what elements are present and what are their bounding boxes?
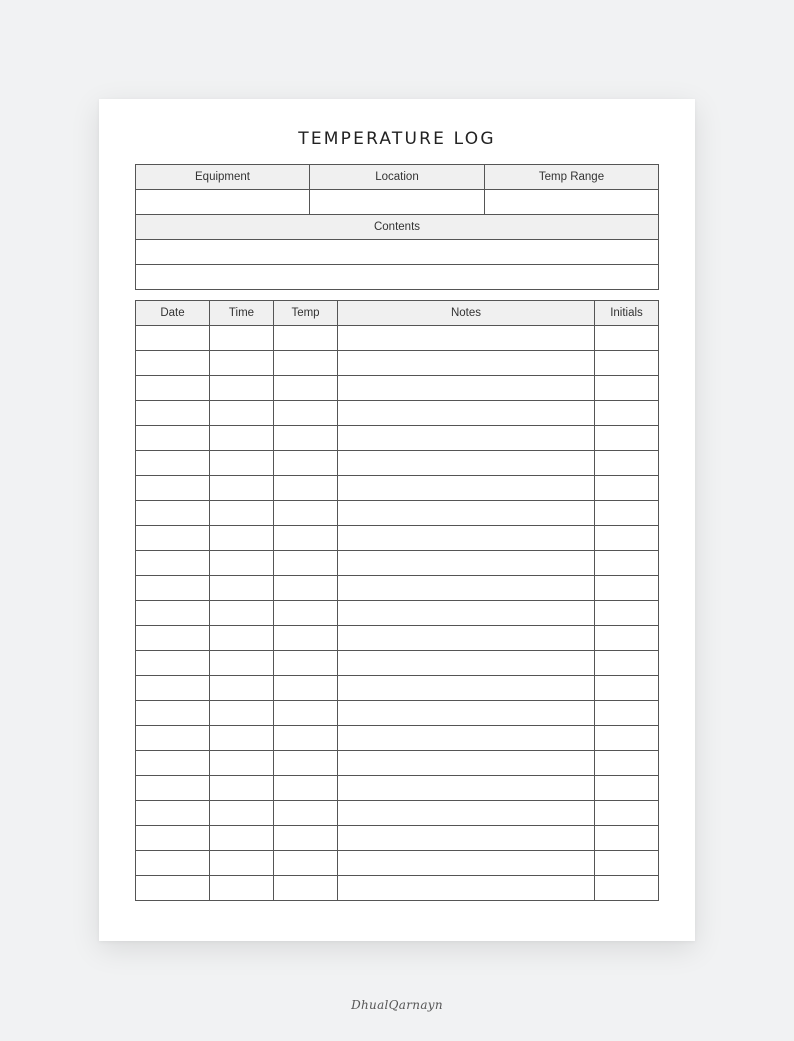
log-row	[136, 476, 659, 501]
log-row	[136, 876, 659, 901]
time-cell[interactable]	[210, 551, 274, 576]
date-cell[interactable]	[136, 726, 210, 751]
date-column-header: Date	[136, 301, 210, 326]
notes-cell[interactable]	[338, 651, 595, 676]
notes-cell[interactable]	[338, 701, 595, 726]
log-row	[136, 551, 659, 576]
time-cell[interactable]	[210, 751, 274, 776]
log-row	[136, 776, 659, 801]
notes-cell[interactable]	[338, 801, 595, 826]
time-cell[interactable]	[210, 801, 274, 826]
date-cell[interactable]	[136, 376, 210, 401]
notes-cell[interactable]	[338, 426, 595, 451]
time-cell[interactable]	[210, 501, 274, 526]
location-field[interactable]	[310, 190, 485, 215]
time-cell[interactable]	[210, 426, 274, 451]
log-row	[136, 501, 659, 526]
temp-range-field[interactable]	[485, 190, 659, 215]
log-row	[136, 601, 659, 626]
date-cell[interactable]	[136, 676, 210, 701]
date-cell[interactable]	[136, 701, 210, 726]
log-row	[136, 751, 659, 776]
initials-cell[interactable]	[595, 551, 659, 576]
initials-column-header: Initials	[595, 301, 659, 326]
notes-cell[interactable]	[338, 826, 595, 851]
log-row	[136, 826, 659, 851]
date-cell[interactable]	[136, 401, 210, 426]
contents-field-line-1[interactable]	[136, 240, 659, 265]
date-cell[interactable]	[136, 851, 210, 876]
temp-column-header: Temp	[274, 301, 338, 326]
notes-cell[interactable]	[338, 401, 595, 426]
log-row	[136, 626, 659, 651]
time-cell[interactable]	[210, 376, 274, 401]
date-cell[interactable]	[136, 551, 210, 576]
time-cell[interactable]	[210, 626, 274, 651]
initials-cell[interactable]	[595, 426, 659, 451]
initials-cell[interactable]	[595, 351, 659, 376]
log-row	[136, 426, 659, 451]
notes-cell[interactable]	[338, 776, 595, 801]
equipment-info-table	[135, 164, 659, 290]
time-cell[interactable]	[210, 651, 274, 676]
temp-cell[interactable]	[274, 851, 338, 876]
temp-cell[interactable]	[274, 351, 338, 376]
date-cell[interactable]	[136, 601, 210, 626]
notes-cell[interactable]	[338, 476, 595, 501]
temp-cell[interactable]	[274, 826, 338, 851]
initials-cell[interactable]	[595, 701, 659, 726]
time-column-header: Time	[210, 301, 274, 326]
date-cell[interactable]	[136, 776, 210, 801]
notes-column-header: Notes	[338, 301, 595, 326]
initials-cell[interactable]	[595, 401, 659, 426]
initials-cell[interactable]	[595, 826, 659, 851]
notes-cell[interactable]	[338, 351, 595, 376]
temp-cell[interactable]	[274, 701, 338, 726]
notes-cell[interactable]	[338, 326, 595, 351]
log-row	[136, 351, 659, 376]
date-cell[interactable]	[136, 476, 210, 501]
initials-cell[interactable]	[595, 626, 659, 651]
initials-cell[interactable]	[595, 876, 659, 901]
date-cell[interactable]	[136, 751, 210, 776]
temp-cell[interactable]	[274, 551, 338, 576]
temp-cell[interactable]	[274, 326, 338, 351]
date-cell[interactable]	[136, 801, 210, 826]
temp-cell[interactable]	[274, 726, 338, 751]
initials-cell[interactable]	[595, 526, 659, 551]
log-row	[136, 726, 659, 751]
notes-cell[interactable]	[338, 676, 595, 701]
time-cell[interactable]	[210, 676, 274, 701]
log-row	[136, 701, 659, 726]
contents-field-line-2[interactable]	[136, 265, 659, 290]
temp-cell[interactable]	[274, 426, 338, 451]
log-row	[136, 326, 659, 351]
log-row	[136, 801, 659, 826]
log-row	[136, 376, 659, 401]
date-cell[interactable]	[136, 326, 210, 351]
printable-sheet	[99, 99, 695, 941]
temp-cell[interactable]	[274, 751, 338, 776]
time-cell[interactable]	[210, 401, 274, 426]
initials-cell[interactable]	[595, 376, 659, 401]
equipment-field[interactable]	[136, 190, 310, 215]
notes-cell[interactable]	[338, 876, 595, 901]
log-row	[136, 651, 659, 676]
contents-header: Contents	[136, 215, 659, 240]
date-cell[interactable]	[136, 651, 210, 676]
time-cell[interactable]	[210, 326, 274, 351]
notes-cell[interactable]	[338, 751, 595, 776]
location-header: Location	[310, 165, 485, 190]
initials-cell[interactable]	[595, 851, 659, 876]
time-cell[interactable]	[210, 601, 274, 626]
log-body	[136, 326, 659, 901]
temp-cell[interactable]	[274, 801, 338, 826]
initials-cell[interactable]	[595, 776, 659, 801]
log-row	[136, 451, 659, 476]
notes-cell[interactable]	[338, 626, 595, 651]
notes-cell[interactable]	[338, 376, 595, 401]
notes-cell[interactable]	[338, 451, 595, 476]
initials-cell[interactable]	[595, 651, 659, 676]
page-title: TEMPERATURE LOG	[298, 129, 496, 149]
notes-cell[interactable]	[338, 526, 595, 551]
date-cell[interactable]	[136, 501, 210, 526]
date-cell[interactable]	[136, 451, 210, 476]
designer-signature: DhualQarnayn	[351, 998, 443, 1012]
time-cell[interactable]	[210, 876, 274, 901]
temp-cell[interactable]	[274, 401, 338, 426]
date-cell[interactable]	[136, 351, 210, 376]
log-row	[136, 676, 659, 701]
notes-cell[interactable]	[338, 601, 595, 626]
date-cell[interactable]	[136, 576, 210, 601]
notes-cell[interactable]	[338, 726, 595, 751]
time-cell[interactable]	[210, 526, 274, 551]
temp-cell[interactable]	[274, 876, 338, 901]
equipment-header: Equipment	[136, 165, 310, 190]
notes-cell[interactable]	[338, 851, 595, 876]
temp-cell[interactable]	[274, 376, 338, 401]
notes-cell[interactable]	[338, 501, 595, 526]
temp-cell[interactable]	[274, 626, 338, 651]
temp-cell[interactable]	[274, 676, 338, 701]
log-row	[136, 576, 659, 601]
temp-cell[interactable]	[274, 776, 338, 801]
temperature-log-table	[135, 300, 659, 901]
time-cell[interactable]	[210, 576, 274, 601]
date-cell[interactable]	[136, 426, 210, 451]
temp-range-header: Temp Range	[485, 165, 659, 190]
temp-cell[interactable]	[274, 576, 338, 601]
log-row	[136, 526, 659, 551]
date-cell[interactable]	[136, 826, 210, 851]
temp-cell[interactable]	[274, 526, 338, 551]
initials-cell[interactable]	[595, 751, 659, 776]
temp-cell[interactable]	[274, 601, 338, 626]
initials-cell[interactable]	[595, 501, 659, 526]
initials-cell[interactable]	[595, 326, 659, 351]
initials-cell[interactable]	[595, 576, 659, 601]
date-cell[interactable]	[136, 526, 210, 551]
initials-cell[interactable]	[595, 801, 659, 826]
initials-cell[interactable]	[595, 451, 659, 476]
notes-cell[interactable]	[338, 551, 595, 576]
log-header-row	[136, 301, 659, 326]
log-row	[136, 401, 659, 426]
date-cell[interactable]	[136, 876, 210, 901]
initials-cell[interactable]	[595, 726, 659, 751]
time-cell[interactable]	[210, 451, 274, 476]
notes-cell[interactable]	[338, 576, 595, 601]
time-cell[interactable]	[210, 476, 274, 501]
time-cell[interactable]	[210, 776, 274, 801]
temp-cell[interactable]	[274, 451, 338, 476]
time-cell[interactable]	[210, 851, 274, 876]
initials-cell[interactable]	[595, 676, 659, 701]
temp-cell[interactable]	[274, 501, 338, 526]
time-cell[interactable]	[210, 351, 274, 376]
initials-cell[interactable]	[595, 601, 659, 626]
time-cell[interactable]	[210, 701, 274, 726]
time-cell[interactable]	[210, 726, 274, 751]
initials-cell[interactable]	[595, 476, 659, 501]
temp-cell[interactable]	[274, 651, 338, 676]
time-cell[interactable]	[210, 826, 274, 851]
date-cell[interactable]	[136, 626, 210, 651]
temp-cell[interactable]	[274, 476, 338, 501]
log-row	[136, 851, 659, 876]
